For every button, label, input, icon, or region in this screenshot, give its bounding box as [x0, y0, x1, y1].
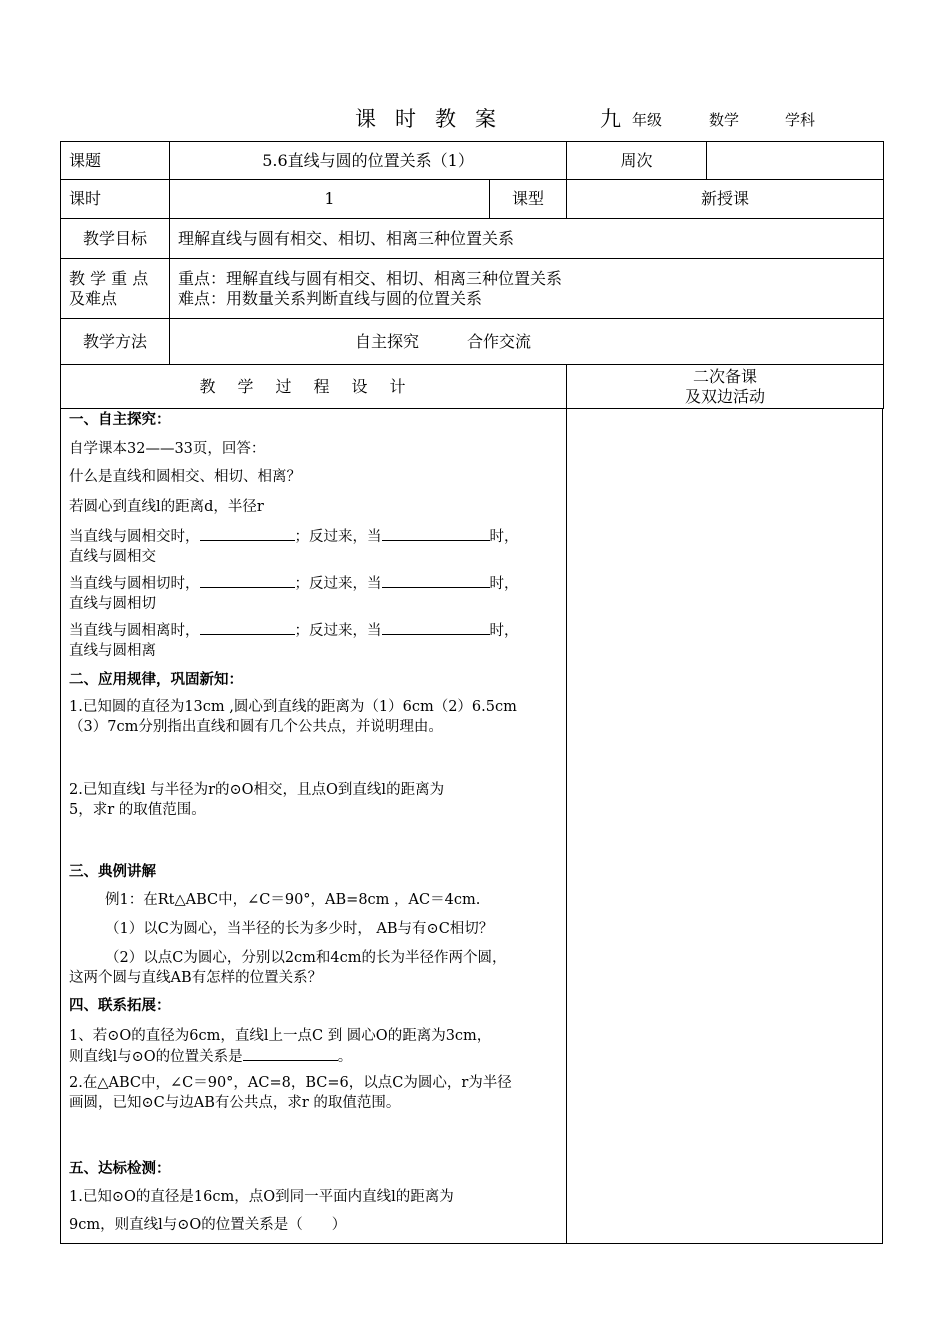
s4-q2: 2.在△ABC中，∠C＝90°，AC=8，BC=6，以点C为圆心，r为半径 画圆，已知⊙C与边AB有公共点，求r 的取值范围。	[69, 1075, 512, 1111]
s1-line3: 若圆心到直线l的距离d，半径r	[69, 499, 264, 515]
section-4-title: 四、联系拓展：	[69, 997, 171, 1014]
s5-q1b: 9cm，则直线l与⊙O的位置关系是（ ）	[69, 1217, 347, 1233]
s1-intersect: 当直线与圆相交时， ；反过来，当 时， 直线与圆相交	[69, 526, 559, 567]
subject-name: 数学	[709, 111, 740, 129]
period-value: 1	[170, 180, 490, 219]
week-label: 周次	[567, 142, 707, 180]
topic-value: 5.6直线与圆的位置关系（1）	[170, 142, 567, 180]
s5-q1a: 1.已知⊙O的直径是16cm，点O到同一平面内直线l的距离为	[69, 1189, 454, 1205]
key-label-line2: 及难点	[69, 288, 118, 308]
s1-separate: 当直线与圆相离时， ；反过来，当 时， 直线与圆相离	[69, 620, 559, 661]
week-value	[707, 142, 884, 180]
process-header: 教学过程设计	[61, 365, 567, 409]
goal-value: 理解直线与圆有相交、相切、相离三种位置关系	[170, 219, 884, 259]
grade-number: 九	[600, 107, 621, 131]
section-3-title: 三、典例讲解	[69, 863, 156, 880]
key-label	[61, 259, 170, 319]
s4-q1: 1、若⊙O的直径为6cm，直线l上一点C 到 圆心O的距离为3cm， 则直线l与⊙O的位置关系是 。	[69, 1028, 492, 1065]
s2-q1: 1.已知圆的直径为13cm ,圆心到直线的距离为（1）6cm（2）6.5cm （3）7cm分别指出直线和圆有几个公共点，并说明理由。	[69, 699, 517, 735]
section-1-title: 一、自主探究：	[69, 411, 171, 428]
section-2-title: 二、应用规律，巩固新知：	[69, 671, 243, 688]
side-header	[567, 365, 884, 409]
key-label-line1: 教 学 重 点	[69, 268, 149, 288]
notes-column	[566, 408, 883, 1244]
s3-part1: （1）以C为圆心，当半径的长为多少时， AB与有⊙C相切？	[105, 921, 494, 937]
method-value	[170, 319, 884, 365]
doc-title: 课时教案	[355, 107, 515, 131]
type-label: 课型	[490, 180, 567, 219]
method-2: 合作交流	[467, 331, 532, 351]
s1-tangent: 当直线与圆相切时， ；反过来，当 时， 直线与圆相切	[69, 573, 559, 614]
s1-line2: 什么是直线和圆相交、相切、相离？	[69, 469, 301, 485]
period-label: 课时	[61, 180, 170, 219]
method-label: 教学方法	[61, 319, 170, 365]
page-header	[0, 106, 950, 132]
type-value: 新授课	[567, 180, 884, 219]
s1-line1: 自学课本32——33页，回答：	[69, 441, 266, 457]
s3-part2: （2）以点C为圆心，分别以2cm和4cm的长为半径作两个圆， 这两个圆与直线AB有怎样的位置关系？	[69, 950, 507, 986]
method-1: 自主探究	[355, 331, 420, 351]
grade-label: 年级	[632, 111, 663, 129]
goal-label: 教学目标	[61, 219, 170, 259]
subject-label: 学科	[785, 111, 816, 129]
key-value	[170, 259, 884, 319]
difficult-point: 难点：用数量关系判断直线与圆的位置关系	[178, 288, 483, 308]
section-5-title: 五、达标检测：	[69, 1160, 171, 1177]
side-header-line1: 二次备课	[693, 366, 758, 386]
process-content	[60, 408, 567, 1244]
s3-example: 例1：在Rt△ABC中，∠C＝90°，AB=8cm ，AC＝4cm.	[105, 892, 481, 908]
key-point: 重点：理解直线与圆有相交、相切、相离三种位置关系	[178, 268, 563, 288]
topic-label: 课题	[61, 142, 170, 180]
lesson-table	[60, 141, 884, 409]
side-header-line2: 及双边活动	[685, 386, 766, 406]
s2-q2: 2.已知直线l 与半径为r的⊙O相交，且点O到直线l的距离为 5，求r 的取值范围。	[69, 782, 445, 818]
